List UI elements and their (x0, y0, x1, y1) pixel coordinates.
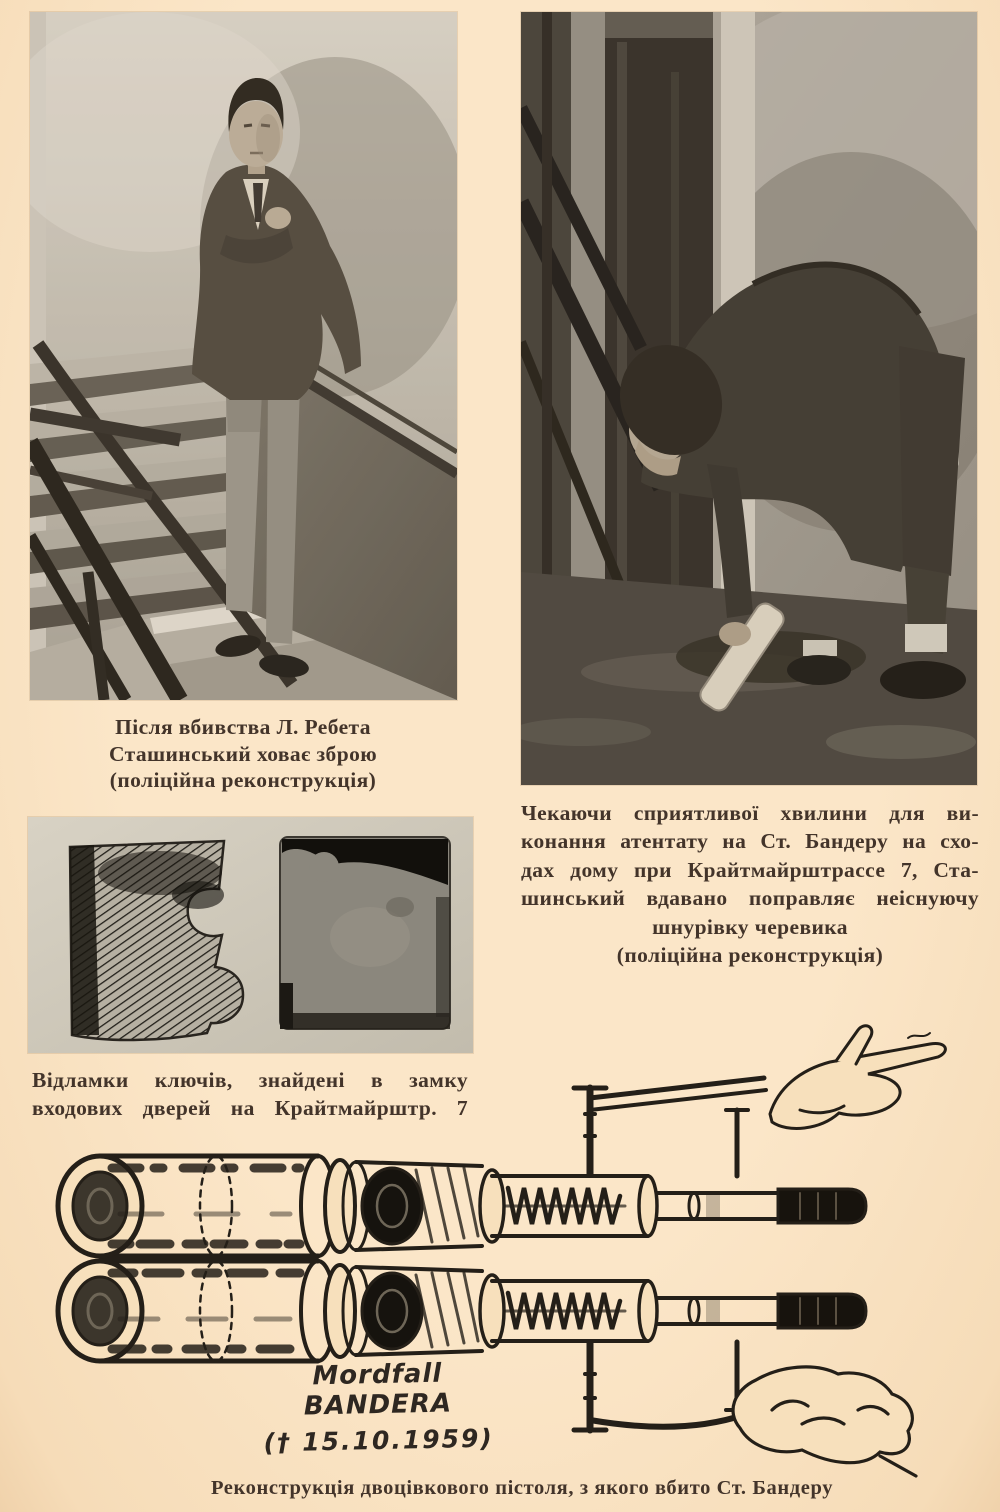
caption-line: шинський вдавано поправляє неіснуючу (521, 886, 979, 911)
label-line: († 15.10.1959) (263, 1423, 495, 1458)
caption-line: Відламки ключів, знайдені в замку (32, 1068, 468, 1092)
photo-stashynsky-staircase (30, 12, 457, 700)
caption-line: дах дому при Крайтмайрштрассе 7, Ста- (521, 857, 979, 882)
caption-line: шнурівку черевика (652, 914, 848, 939)
caption-line: (поліційна реконструкція) (616, 943, 884, 968)
shoelace-photo-art (521, 12, 977, 785)
caption-right-photo (521, 799, 979, 969)
caption-line: Чекаючи сприятливої хвилини для ви- (521, 801, 979, 825)
photo-stashynsky-shoelace (521, 12, 977, 785)
caption-line: Сташинський ховає зброю (108, 741, 378, 766)
caption-bottom: Реконструкція двоцівкового пістоля, з якого вбито Ст. Бандеру (210, 1477, 834, 1499)
staircase-photo-art (30, 12, 457, 700)
label-line: Mordfall BANDERA (303, 1358, 453, 1422)
caption-line: (поліційна реконструкція) (109, 768, 377, 792)
caption-line: Після вбивства Л. Ребета (115, 715, 371, 739)
caption-line: входових дверей на Крайтмайрштр. 7 (32, 1096, 468, 1120)
caption-line: конання атентату на Ст. Бандеру на схо- (521, 829, 979, 854)
pistol-drawing-label (227, 1357, 529, 1458)
caption-left-photo (33, 714, 453, 794)
